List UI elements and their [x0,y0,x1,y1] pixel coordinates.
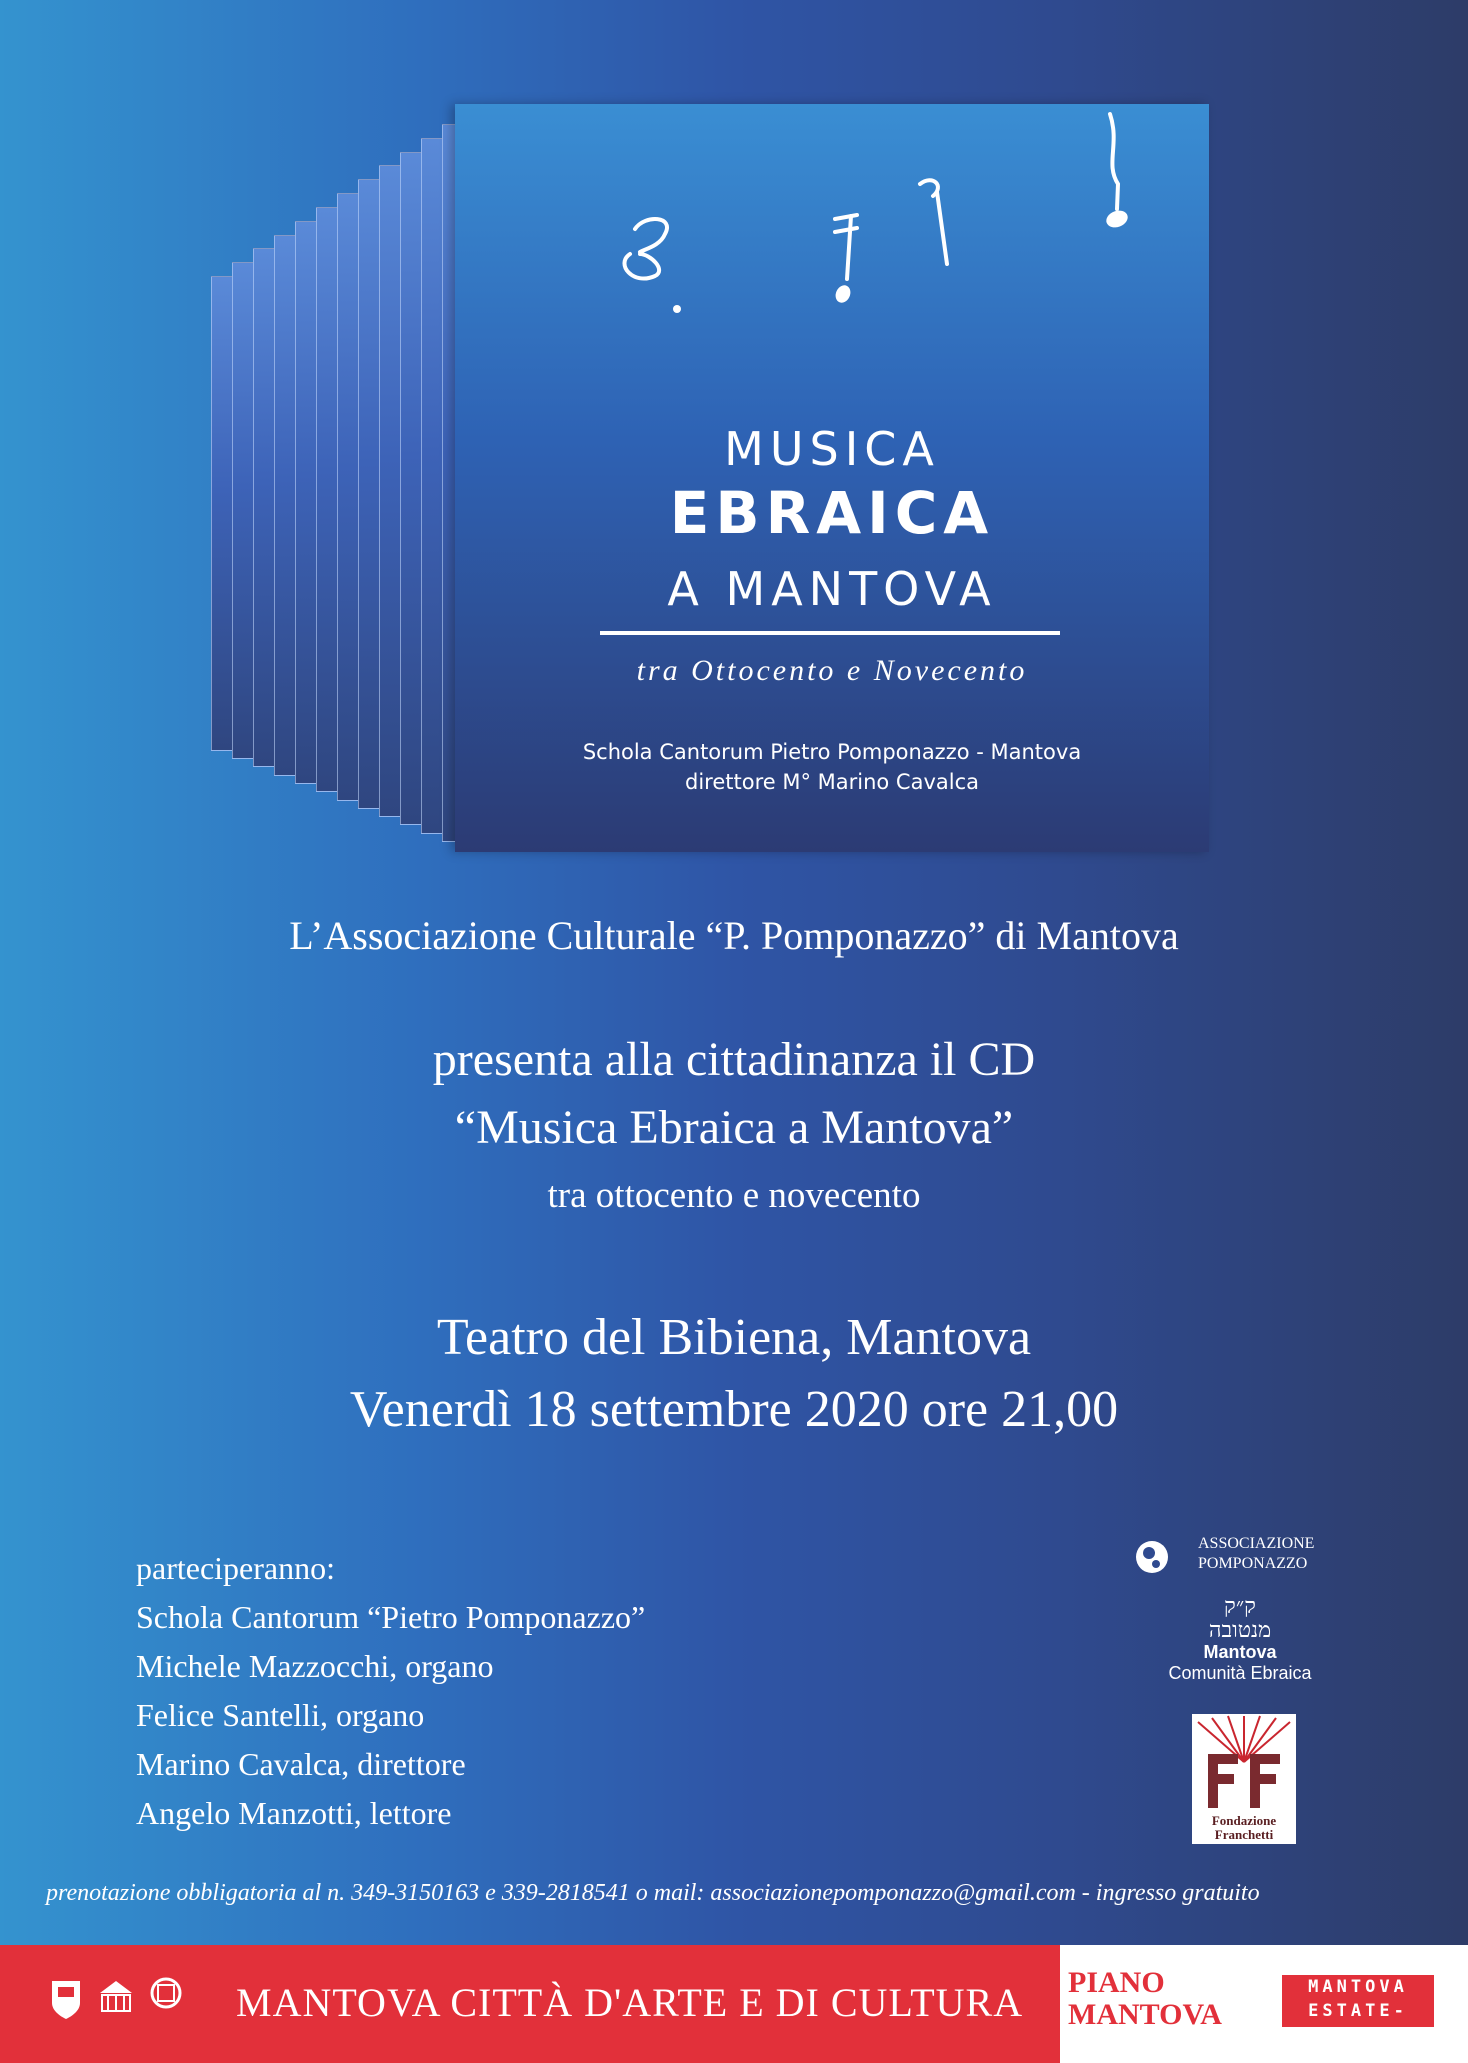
pomponazzo-logo [1134,1535,1344,1595]
estate-line1: MANTOVA [1308,1977,1408,1997]
community-subtitle: Comunità Ebraica [1168,1663,1312,1683]
participant-item: Felice Santelli, organo [136,1697,425,1733]
intro-text: L’Associazione Culturale “P. Pomponazzo” di Mantova [289,913,1179,958]
community-hebrew-line1: ק״ק [1224,1593,1256,1618]
participant-item: Angelo Manzotti, lettore [136,1795,452,1831]
music-notes-icon [455,104,1209,404]
presents-line1: presenta alla cittadinanza il CD [432,1033,1036,1086]
participants-list [136,1544,645,1838]
franchetti-line2: Franchetti [1214,1827,1274,1842]
fondazione-franchetti-logo [1192,1714,1296,1844]
community-hebrew-line2: מנטובה [1208,1617,1272,1642]
unesco-logo-icon [96,1973,132,2021]
piano-line2: MANTOVA [1068,1998,1222,2031]
cd-front-cover [455,104,1209,852]
presents-cd-title: “Musica Ebraica a Mantova” [454,1101,1014,1154]
comunita-ebraica-logo [1140,1594,1340,1684]
footer-banner [0,1945,1060,2063]
participant-item: Michele Mazzocchi, organo [136,1648,494,1684]
presents-line3: tra ottocento e novecento [547,1175,921,1216]
community-name: Mantova [1203,1642,1277,1662]
cover-credit-line1: Schola Cantorum Pietro Pomponazzo - Mantova [582,740,1082,764]
piano-line1: PIANO [1068,1966,1165,1999]
comune-crest-icon [48,1973,84,2021]
event-datetime: Venerdì 18 settembre 2020 ore 21,00 [349,1381,1119,1438]
heritage-site-logo-icon [144,1973,188,2021]
cover-title-line3: A MANTOVA [667,562,997,616]
pomponazzo-emblem-icon [1134,1539,1170,1575]
footer-partners [1060,1945,1468,2063]
cover-title-line2: EBRAICA [669,479,995,547]
pomponazzo-line1: ASSOCIAZIONE [1198,1535,1315,1552]
cover-divider [600,631,1060,635]
estate-line2: ESTATE- [1308,2001,1408,2021]
cover-credit-line2: direttore M° Marino Cavalca [685,770,979,794]
participant-item: Schola Cantorum “Pietro Pomponazzo” [136,1599,646,1635]
cd-cover-artwork [205,104,1205,856]
cover-title-line1: MUSICA [724,422,940,476]
event-venue: Teatro del Bibiena, Mantova [436,1309,1032,1366]
franchetti-line1: Fondazione [1211,1813,1277,1828]
booking-info: prenotazione obbligatoria al n. 349-3150163 e 339-2818541 o mail: associazionepomponazzo@gmail.com - ingresso gratuito [46,1880,1260,1906]
mantova-estate-logo [1282,1975,1434,2027]
footer-slogan: MANTOVA CITTÀ D'ARTE E DI CULTURA [236,1980,1024,2025]
piano-mantova-logo [1068,1967,1222,2031]
franchetti-emblem-icon [1192,1714,1296,1812]
participants-heading: parteciperanno: [136,1550,335,1586]
pomponazzo-line2: POMPONAZZO [1198,1555,1308,1572]
cover-subtitle: tra Ottocento e Novecento [636,654,1028,687]
participant-item: Marino Cavalca, direttore [136,1746,466,1782]
